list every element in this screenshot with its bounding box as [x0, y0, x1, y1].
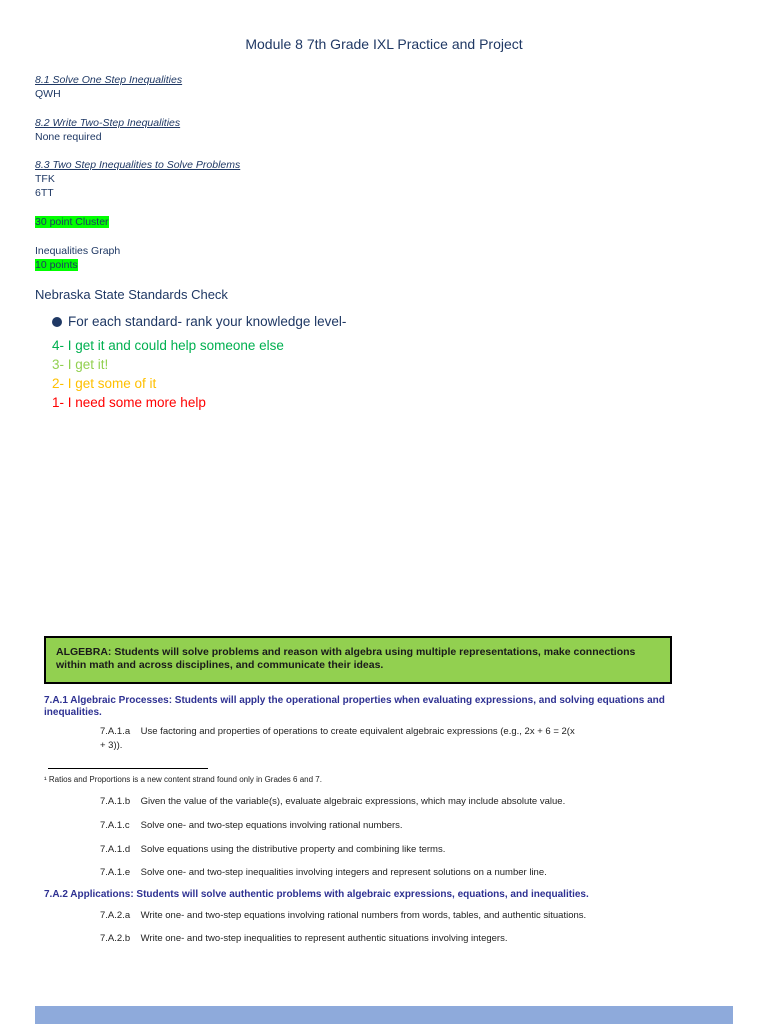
standard-text: Use factoring and properties of operations to create equivalent algebraic expressions (e.g., 2x + 6 = 2(x [140, 726, 575, 737]
standard-7-a-1-b [100, 795, 565, 808]
standard-code: 7.A.2.a [100, 910, 131, 921]
standard-7-a-1-d [100, 843, 445, 856]
section-8-2-link[interactable]: 8.2 Write Two-Step Inequalities [35, 117, 181, 129]
standard-7-a-2-a [100, 909, 586, 922]
standard-7-a-1-heading: 7.A.1 Algebraic Processes: Students will apply the operational properties when evaluating expressions, and solving equations and inequalities. [44, 695, 665, 718]
standard-code: 7.A.1.c [100, 820, 130, 831]
standard-text: Solve one- and two-step equations involving rational numbers. [140, 820, 403, 831]
standard-code: 7.A.1.d [100, 844, 131, 855]
standard-text: Solve equations using the distributive property and combining like terms. [140, 844, 446, 855]
rank-3: 3- I get it! [52, 357, 109, 372]
standard-7-a-2-heading: 7.A.2 Applications: Students will solve authentic problems with algebraic expressions, equations, and inequalities. [44, 889, 589, 900]
cluster-line [35, 215, 109, 229]
standards-check-bullet [52, 314, 346, 329]
standard-text: Write one- and two-step inequalities to represent authentic situations involving integers. [140, 933, 508, 944]
standard-text: Solve one- and two-step inequalities involving integers and represent solutions on a number line. [140, 867, 547, 878]
section-8-2-note: None required [35, 131, 102, 143]
footnote-rule [48, 768, 208, 769]
bullet-dot-icon [52, 317, 62, 327]
rank-1: 1- I need some more help [52, 395, 206, 410]
section-8-2 [35, 116, 180, 144]
section-8-3-link[interactable]: 8.3 Two Step Inequalities to Solve Problems [35, 159, 241, 171]
standard-code: 7.A.2.b [100, 933, 131, 944]
standards-check-title: Nebraska State Standards Check [35, 287, 228, 302]
section-8-3 [35, 158, 240, 200]
cluster-label: 30 point Cluster [35, 216, 109, 228]
standard-7-a-2-b [100, 932, 507, 945]
footer-bar [35, 1006, 733, 1024]
graph-block [35, 244, 120, 272]
graph-points: 10 points [35, 259, 78, 271]
standard-text: Write one- and two-step equations involving rational numbers from words, tables, and authentic situations. [140, 910, 587, 921]
standard-7-a-1-e [100, 866, 547, 879]
standard-code: 7.A.1.a [100, 726, 131, 737]
standard-text: Given the value of the variable(s), evaluate algebraic expressions, which may include absolute value. [140, 796, 566, 807]
rank-4: 4- I get it and could help someone else [52, 338, 284, 353]
bullet-text: For each standard- rank your knowledge level- [68, 314, 347, 329]
standard-7-a-1-a-cont: + 3)). [100, 740, 123, 751]
section-8-1-link[interactable]: 8.1 Solve One Step Inequalities [35, 74, 183, 86]
section-8-3-code-2: 6TT [35, 187, 54, 199]
section-8-1-code: QWH [35, 88, 61, 100]
standard-code: 7.A.1.e [100, 867, 131, 878]
standard-7-a-1-c [100, 819, 403, 832]
graph-label: Inequalities Graph [35, 245, 121, 257]
page-title: Module 8 7th Grade IXL Practice and Project [245, 36, 523, 52]
footnote: ¹ Ratios and Proportions is a new content strand found only in Grades 6 and 7. [44, 775, 322, 784]
section-8-3-code-1: TFK [35, 173, 55, 185]
standard-7-a-1-a [100, 725, 640, 738]
section-8-1 [35, 73, 182, 101]
rank-2: 2- I get some of it [52, 376, 157, 391]
algebra-banner: ALGEBRA: Students will solve problems and reason with algebra using multiple representations, make connections within math and across disciplines, and communicate their ideas. [44, 636, 672, 684]
standard-code: 7.A.1.b [100, 796, 131, 807]
